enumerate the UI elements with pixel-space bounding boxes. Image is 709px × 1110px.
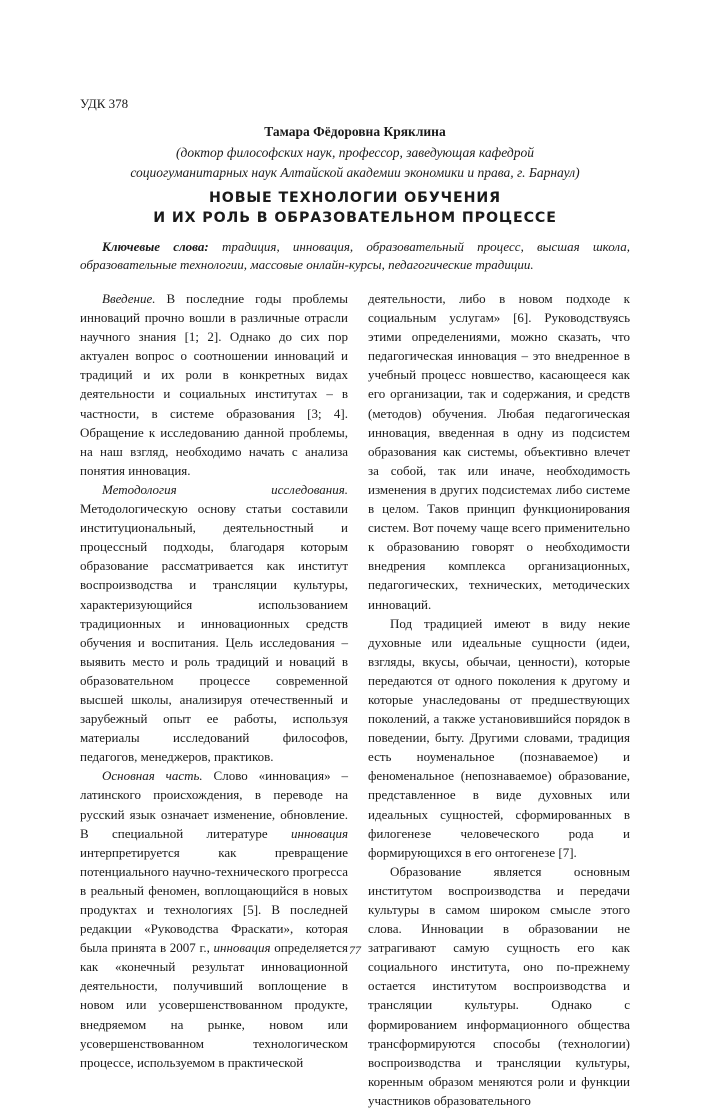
keywords-label: Ключевые слова: bbox=[102, 239, 209, 254]
emphasis-term: инновация bbox=[213, 940, 271, 956]
author-name: Тамара Фёдоровна Кряклина bbox=[264, 124, 446, 139]
author-affiliation bbox=[80, 143, 630, 183]
affiliation-line-2: социогуманитарных наук Алтайской академии экономики и права, г. Барнаул) bbox=[130, 165, 580, 180]
paragraph-tradition: Под традицией имеют в виду некие духовные или идеальные сущности (идеи, взгляды, вкусы, обычаи, ценности), которые передаются от одного поколения к другому и которые унаследованы от предшествующих поколений, а также установившийся порядок в поведении, быту. Другими словами, традиция есть ноуменальное (познаваемое) и феноменальное (непознаваемое) образование, представленное в виде духовных или идеальных сущностей, сформированных в филогенезе человеческого рода и формирующихся в его онтогенезе [7]. bbox=[368, 615, 630, 860]
paragraph-text: В последние годы проблемы инноваций прочно вошли в различные отрасли научного знания [1; 2]. Однако до сих пор актуален вопрос о соотношении инноваций и традиций и их роли в конкретных видах деятельности и социальных институтах – в частности, в системе образования [3; 4]. Обращение к исследованию данной проблемы, на наш взгляд, необходимо начать с анализа понятия инновация. bbox=[80, 291, 348, 478]
paragraph-continued: деятельности, либо в новом подходе к социальным услугам» [6]. Руководствуясь этими определениями, можно сказать, что педагогическая инновация – это внедренное в учебный процесс новшество, касающееся как его организации, так и содержания, и средств (методов) обучения. Любая педагогическая инновация, введенная в одну из подсистем образования как системы, объективно влечет за собой, так или иначе, необходимость изменения в других подсистемах либо системе в целом. Таков принцип функционирования систем. Вот почему чаще всего применительно к образованию говорят о необходимости внедрения комплекса организационных, педагогических, технических, методических инноваций. bbox=[368, 291, 630, 612]
section-lead-introduction: Введение. bbox=[102, 291, 156, 306]
paragraph-text: Слово «инновация» – латинского происхождения, в переводе на русский язык означает изменение, обновление. В специальной литературе bbox=[80, 768, 348, 841]
section-lead-methodology: Методология исследования. bbox=[102, 481, 348, 497]
article-title bbox=[80, 188, 630, 228]
paragraph-main-part bbox=[80, 766, 348, 1072]
emphasis-term: инновация bbox=[291, 825, 348, 841]
section-lead-main-part: Основная часть. bbox=[102, 768, 203, 784]
right-column bbox=[368, 289, 630, 1110]
title-line-1: НОВЫЕ ТЕХНОЛОГИИ ОБУЧЕНИЯ bbox=[208, 190, 502, 206]
paragraph-text: определяется как «конечный результат инновационной деятельности, получивший воплощение в новом или усовершенствованном продукте, внедряемом на рынке, новом или усовершенствованном технологическом процессе, используемом в практической bbox=[80, 940, 348, 1070]
paragraph-text: интерпретируется как превращение потенциального научно-технического прогресса в реальный феномен, воплощающийся в новых продуктах и технологиях [5]. В последней редакции «Руководства Фраскати», которая была принята в 2007 г., bbox=[80, 844, 348, 956]
paragraph-introduction bbox=[80, 289, 348, 480]
keywords-text: традиция, инновация, образовательный процесс, высшая школа, образовательные технологии, массовые онлайн-курсы, педагогические традиции. bbox=[80, 239, 630, 272]
affiliation-line-1: (доктор философских наук, профессор, заведующая кафедрой bbox=[176, 145, 534, 160]
udk-code: УДК 378 bbox=[80, 96, 129, 111]
title-line-2: И ИХ РОЛЬ В ОБРАЗОВАТЕЛЬНОМ ПРОЦЕССЕ bbox=[153, 210, 557, 226]
paragraph-methodology bbox=[80, 480, 348, 766]
page-number: 77 bbox=[349, 943, 361, 957]
keywords bbox=[80, 238, 630, 274]
paragraph-education: Образование является основным институтом воспроизводства и передачи культуры в самом широком смысле этого слова. Инновации в образовании не затрагивают самую сущность его как социального института, оно по-прежнему остается институтом воспроизводства и трансляции культуры. Однако с формированием информационного общества трансформируются способы (технологии) воспроизводства и трансляции культуры, коренным образом меняются роли и функции участников образовательного bbox=[368, 863, 630, 1108]
paragraph-text: Методологическую основу статьи составили институциональный, деятельностный и процессный подходы, благодаря которым образование рассматривается как институт воспроизводства и трансляции культуры, характеризующийся использованием традиционных и инновационных средств обучения и воспитания. Цель исследования – выявить место и роль традиций и новаций в образовательном процессе современной высшей школы, анализируя отечественный и зарубежный опыт ее работы, используя материалы исследований философов, педагогов, менеджеров, практиков. bbox=[80, 501, 348, 765]
